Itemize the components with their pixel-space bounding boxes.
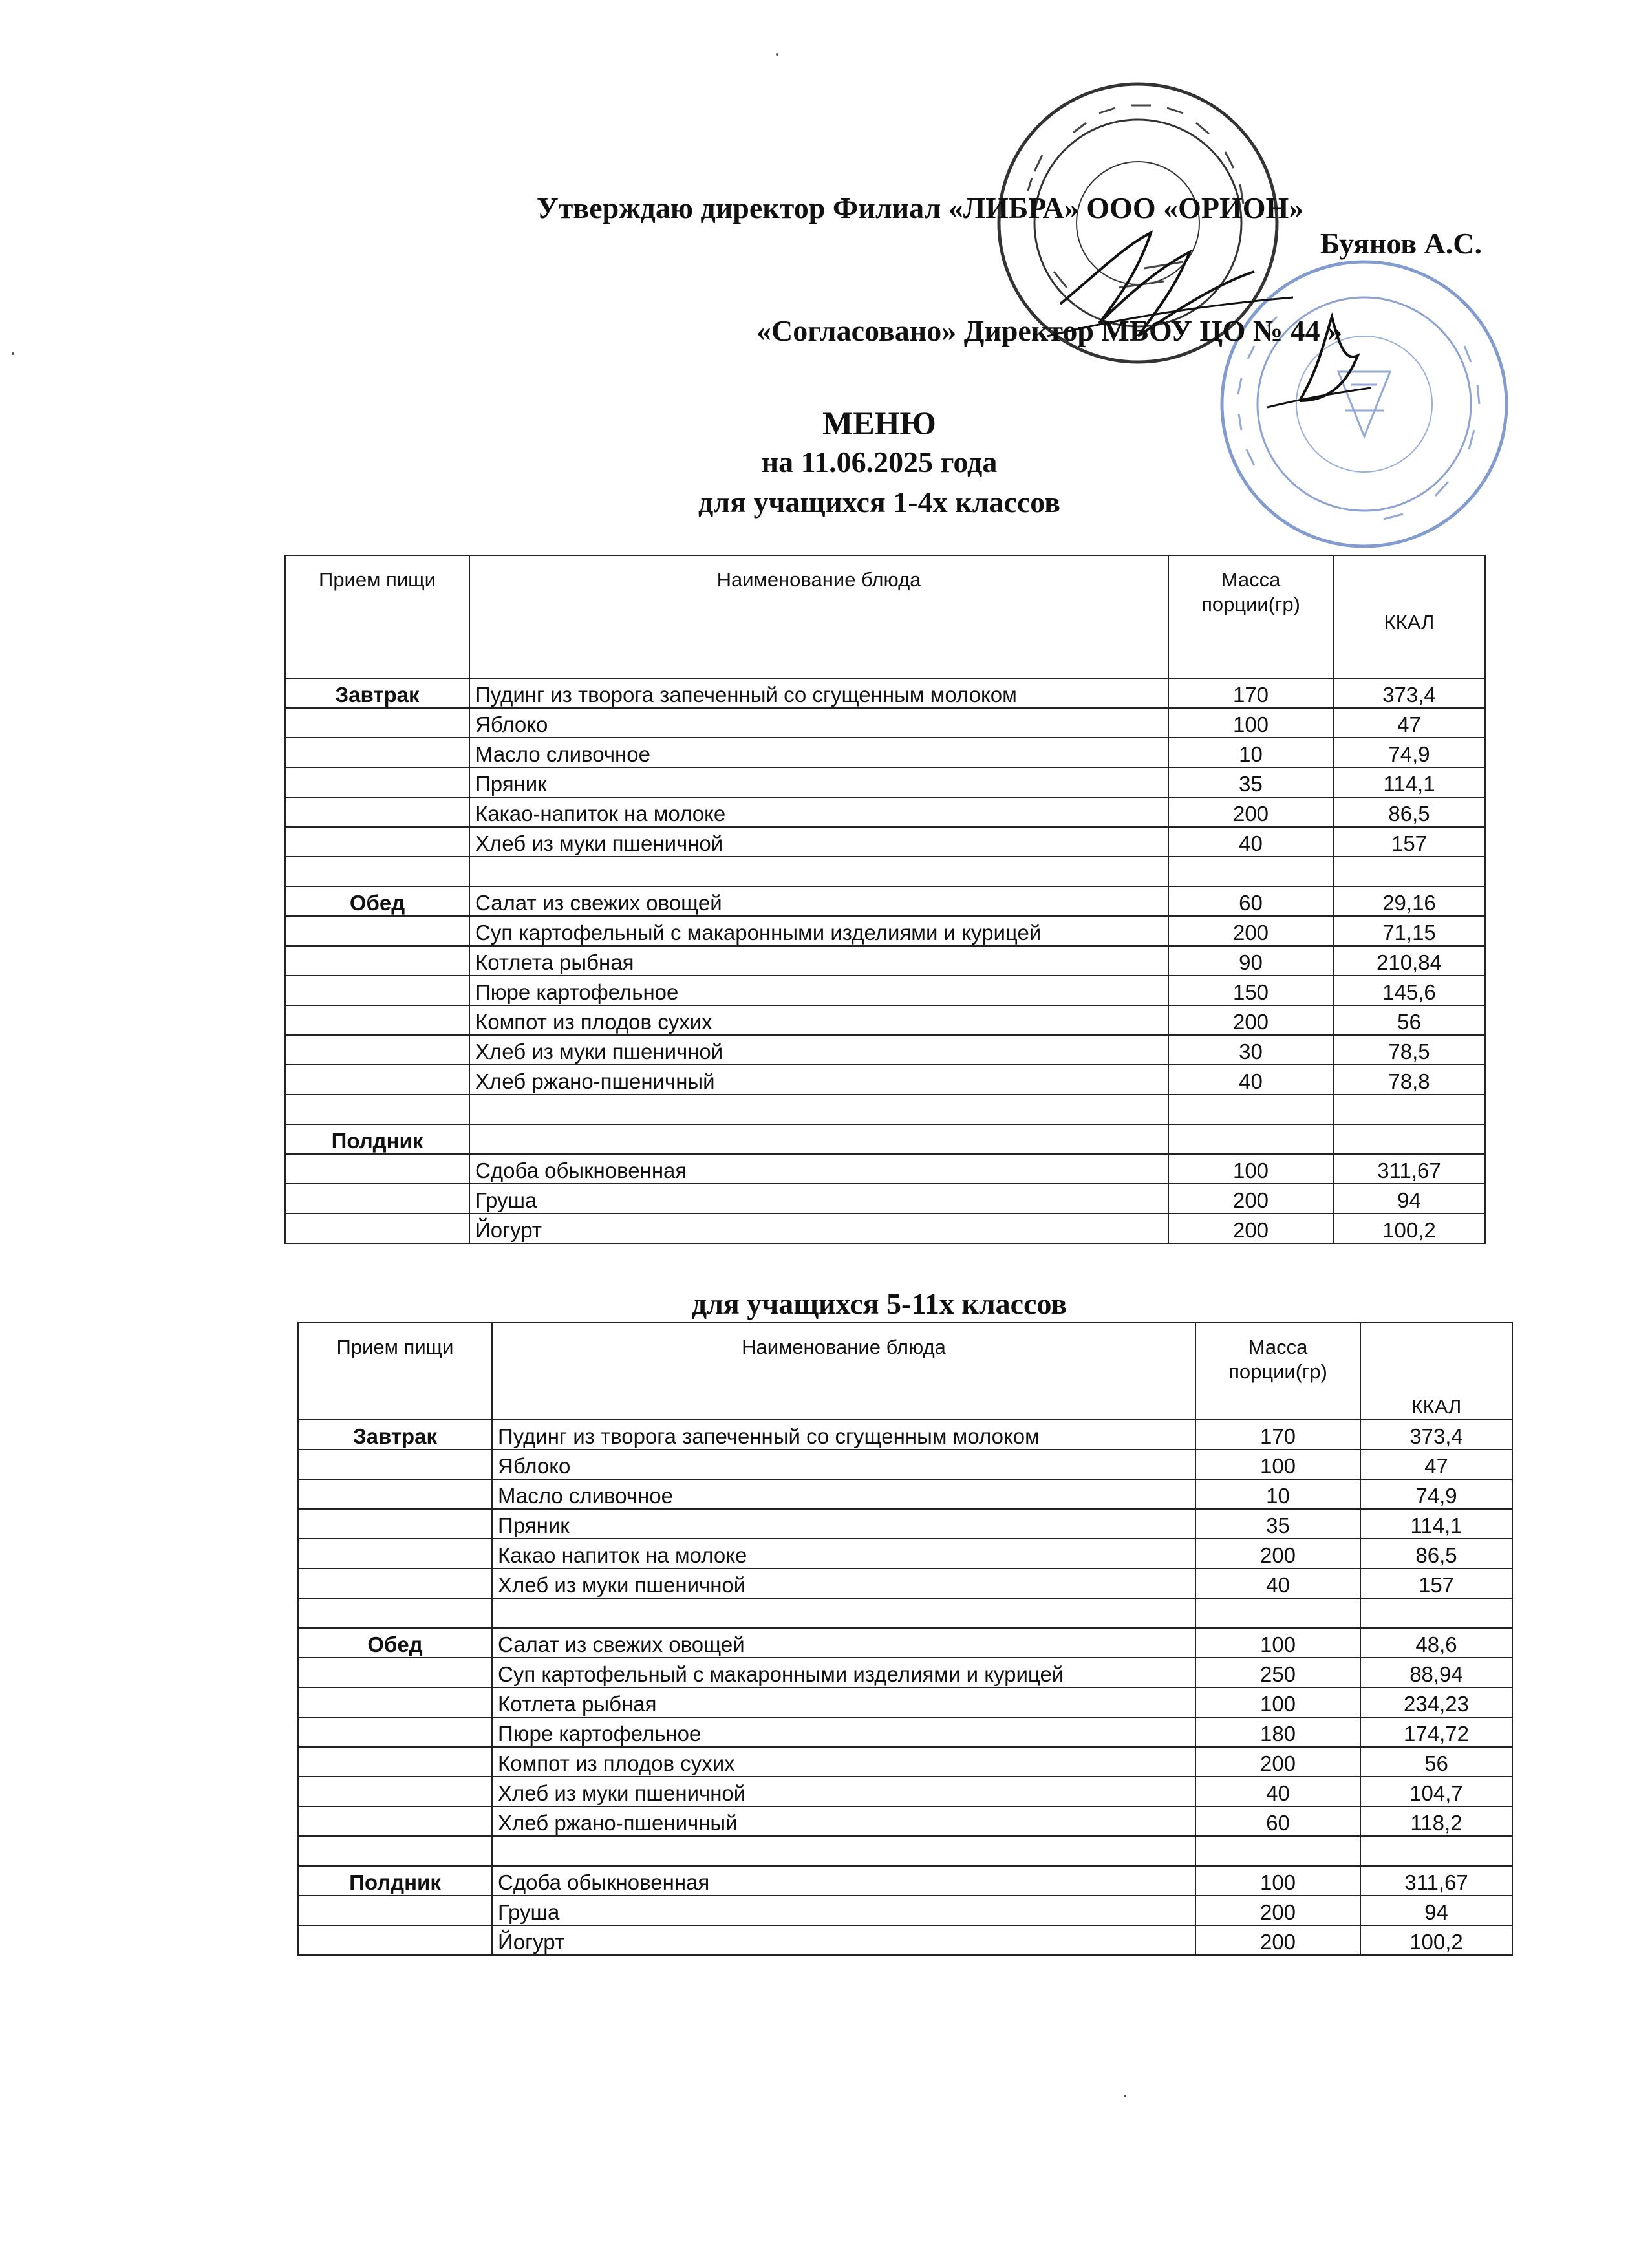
portion-mass-cell: 200 — [1195, 1896, 1360, 1925]
table-row — [285, 797, 1485, 827]
meal-cell — [298, 1598, 492, 1628]
kcal-cell: 86,5 — [1360, 1539, 1512, 1568]
meal-cell — [298, 1658, 492, 1687]
menu-title: МЕНЮ — [822, 405, 936, 441]
portion-mass-cell: 10 — [1195, 1479, 1360, 1509]
table-row — [298, 1777, 1512, 1806]
dish-name-cell: Масло сливочное — [492, 1479, 1195, 1509]
portion-mass-cell: 40 — [1168, 827, 1333, 857]
spacer-row — [298, 1836, 1512, 1866]
kcal-cell: 373,4 — [1333, 678, 1485, 708]
dish-name-cell: Котлета рыбная — [492, 1687, 1195, 1717]
kcal-cell — [1333, 857, 1485, 886]
portion-mass-cell: 40 — [1195, 1568, 1360, 1598]
table-row — [285, 886, 1485, 916]
meal-cell — [285, 946, 469, 976]
meal-cell — [285, 1095, 469, 1124]
dish-name-cell — [492, 1598, 1195, 1628]
kcal-cell: 74,9 — [1333, 738, 1485, 767]
portion-mass-cell: 40 — [1195, 1777, 1360, 1806]
table-row — [298, 1539, 1512, 1568]
meal-cell — [285, 1035, 469, 1065]
portion-mass-cell: 35 — [1195, 1509, 1360, 1539]
dish-name-cell: Салат из свежих овощей — [469, 886, 1168, 916]
dish-name-cell: Хлеб ржано-пшеничный — [469, 1065, 1168, 1095]
kcal-cell: 373,4 — [1360, 1420, 1512, 1450]
meal-cell — [298, 1479, 492, 1509]
meal-cell — [298, 1568, 492, 1598]
meal-cell — [285, 976, 469, 1005]
portion-mass-cell: 200 — [1168, 797, 1333, 827]
dish-name-cell: Яблоко — [492, 1450, 1195, 1479]
scan-speck — [12, 352, 14, 355]
table-row — [285, 738, 1485, 767]
table-row — [298, 1925, 1512, 1955]
kcal-cell: 157 — [1333, 827, 1485, 857]
meal-cell — [285, 916, 469, 946]
meal-cell — [285, 708, 469, 738]
kcal-cell: 114,1 — [1360, 1509, 1512, 1539]
meal-cell — [298, 1509, 492, 1539]
portion-mass-cell — [1195, 1598, 1360, 1628]
kcal-cell: 311,67 — [1333, 1154, 1485, 1184]
dish-name-cell: Какао напиток на молоке — [492, 1539, 1195, 1568]
kcal-cell: 86,5 — [1333, 797, 1485, 827]
portion-mass-cell: 200 — [1168, 1184, 1333, 1214]
portion-mass-cell: 100 — [1195, 1628, 1360, 1658]
portion-mass-cell: 35 — [1168, 767, 1333, 797]
table-header-row — [298, 1323, 1512, 1420]
dish-name-cell: Компот из плодов сухих — [492, 1747, 1195, 1777]
group2-title: для учащихся 5-11х классов — [691, 1287, 1067, 1320]
kcal-cell: 100,2 — [1333, 1214, 1485, 1243]
dish-name-cell: Хлеб из муки пшеничной — [492, 1568, 1195, 1598]
meal-cell — [285, 1005, 469, 1035]
kcal-cell: 47 — [1333, 708, 1485, 738]
scan-speck — [776, 53, 778, 56]
dish-name-cell: Пряник — [469, 767, 1168, 797]
portion-mass-cell: 170 — [1168, 678, 1333, 708]
dish-name-cell: Йогурт — [469, 1214, 1168, 1243]
meal-cell — [298, 1925, 492, 1955]
portion-mass-cell: 250 — [1195, 1658, 1360, 1687]
meal-cell — [298, 1717, 492, 1747]
portion-mass-cell: 180 — [1195, 1717, 1360, 1747]
dish-name-cell — [469, 1095, 1168, 1124]
table-row — [298, 1687, 1512, 1717]
kcal-cell: 210,84 — [1333, 946, 1485, 976]
agreed-line: «Согласовано» Директор МБОУ ЦО № 44 » — [756, 314, 1343, 347]
dish-name-cell: Хлеб ржано-пшеничный — [492, 1806, 1195, 1836]
portion-mass-cell — [1168, 857, 1333, 886]
meal-cell — [298, 1896, 492, 1925]
meal-cell — [285, 1154, 469, 1184]
meal-cell: Полдник — [298, 1866, 492, 1896]
table-row — [298, 1568, 1512, 1598]
portion-mass-cell: 40 — [1168, 1065, 1333, 1095]
dish-name-cell: Йогурт — [492, 1925, 1195, 1955]
col-mass-header: Масса порции(гр) — [1195, 1323, 1360, 1420]
meal-cell — [298, 1777, 492, 1806]
dish-name-cell: Салат из свежих овощей — [492, 1628, 1195, 1658]
kcal-cell: 118,2 — [1360, 1806, 1512, 1836]
kcal-cell: 56 — [1333, 1005, 1485, 1035]
kcal-cell: 29,16 — [1333, 886, 1485, 916]
col-meal-header: Прием пищи — [298, 1323, 492, 1420]
table-row — [285, 827, 1485, 857]
dish-name-cell: Компот из плодов сухих — [469, 1005, 1168, 1035]
portion-mass-cell: 150 — [1168, 976, 1333, 1005]
dish-name-cell — [469, 857, 1168, 886]
col-kcal-header: ККАЛ — [1360, 1323, 1512, 1420]
group1-title: для учащихся 1-4х классов — [698, 486, 1060, 519]
portion-mass-cell: 200 — [1168, 1005, 1333, 1035]
kcal-cell — [1360, 1598, 1512, 1628]
dish-name-cell: Хлеб из муки пшеничной — [492, 1777, 1195, 1806]
kcal-cell: 311,67 — [1360, 1866, 1512, 1896]
dish-name-cell: Масло сливочное — [469, 738, 1168, 767]
meal-cell — [285, 827, 469, 857]
table-header-row — [285, 555, 1485, 678]
dish-name-cell: Груша — [492, 1896, 1195, 1925]
menu-table-grades-1-4 — [284, 555, 1486, 1244]
table-row — [298, 1806, 1512, 1836]
meal-cell — [285, 857, 469, 886]
meal-cell — [285, 1065, 469, 1095]
portion-mass-cell: 60 — [1195, 1806, 1360, 1836]
table-row — [298, 1747, 1512, 1777]
table-row — [285, 678, 1485, 708]
portion-mass-cell: 200 — [1195, 1925, 1360, 1955]
table-row — [285, 976, 1485, 1005]
dish-name-cell: Пудинг из творога запеченный со сгущенным молоком — [469, 678, 1168, 708]
col-mass-header: Масса порции(гр) — [1168, 555, 1333, 678]
table-row — [298, 1479, 1512, 1509]
col-meal-header: Прием пищи — [285, 555, 469, 678]
spacer-row — [285, 857, 1485, 886]
portion-mass-cell — [1195, 1836, 1360, 1866]
table-row — [285, 946, 1485, 976]
meal-cell: Полдник — [285, 1124, 469, 1154]
meal-cell — [298, 1747, 492, 1777]
dish-name-cell — [492, 1836, 1195, 1866]
scan-speck — [1124, 2095, 1126, 2097]
dish-name-cell: Сдоба обыкновенная — [492, 1866, 1195, 1896]
dish-name-cell: Какао-напиток на молоке — [469, 797, 1168, 827]
meal-cell — [298, 1836, 492, 1866]
table-row — [298, 1896, 1512, 1925]
dish-name-cell: Пюре картофельное — [492, 1717, 1195, 1747]
kcal-cell: 88,94 — [1360, 1658, 1512, 1687]
portion-mass-cell: 200 — [1168, 1214, 1333, 1243]
table-row — [285, 916, 1485, 946]
portion-mass-cell — [1168, 1095, 1333, 1124]
kcal-cell: 47 — [1360, 1450, 1512, 1479]
kcal-cell: 100,2 — [1360, 1925, 1512, 1955]
table-row — [285, 1035, 1485, 1065]
portion-mass-cell: 90 — [1168, 946, 1333, 976]
portion-mass-cell: 10 — [1168, 738, 1333, 767]
meal-cell — [285, 738, 469, 767]
spacer-row — [285, 1095, 1485, 1124]
dish-name-cell: Хлеб из муки пшеничной — [469, 1035, 1168, 1065]
menu-date: на 11.06.2025 года — [761, 445, 998, 478]
dish-name-cell — [469, 1124, 1168, 1154]
portion-mass-cell: 60 — [1168, 886, 1333, 916]
dish-name-cell: Пудинг из творога запеченный со сгущенным молоком — [492, 1420, 1195, 1450]
table-row — [298, 1509, 1512, 1539]
table-row — [298, 1450, 1512, 1479]
meal-cell — [285, 797, 469, 827]
table-row — [285, 1184, 1485, 1214]
spacer-row — [298, 1598, 1512, 1628]
table-row — [285, 1214, 1485, 1243]
table-row — [285, 1124, 1485, 1154]
kcal-cell — [1333, 1095, 1485, 1124]
kcal-cell: 145,6 — [1333, 976, 1485, 1005]
dish-name-cell: Суп картофельный с макаронными изделиями и курицей — [469, 916, 1168, 946]
kcal-cell: 94 — [1333, 1184, 1485, 1214]
dish-name-cell: Хлеб из муки пшеничной — [469, 827, 1168, 857]
kcal-cell: 78,5 — [1333, 1035, 1485, 1065]
meal-cell — [298, 1806, 492, 1836]
table-row — [298, 1658, 1512, 1687]
kcal-cell: 48,6 — [1360, 1628, 1512, 1658]
table-row — [285, 1154, 1485, 1184]
portion-mass-cell: 30 — [1168, 1035, 1333, 1065]
kcal-cell: 78,8 — [1333, 1065, 1485, 1095]
portion-mass-cell: 200 — [1195, 1747, 1360, 1777]
meal-cell — [298, 1687, 492, 1717]
table-row — [298, 1420, 1512, 1450]
kcal-cell: 157 — [1360, 1568, 1512, 1598]
meal-cell: Завтрак — [298, 1420, 492, 1450]
table-row — [298, 1628, 1512, 1658]
dish-name-cell: Котлета рыбная — [469, 946, 1168, 976]
meal-cell — [298, 1539, 492, 1568]
menu-table-grades-5-11 — [297, 1322, 1513, 1956]
portion-mass-cell: 200 — [1195, 1539, 1360, 1568]
dish-name-cell: Сдоба обыкновенная — [469, 1154, 1168, 1184]
portion-mass-cell: 100 — [1195, 1687, 1360, 1717]
meal-cell — [285, 1214, 469, 1243]
kcal-cell: 56 — [1360, 1747, 1512, 1777]
kcal-cell: 94 — [1360, 1896, 1512, 1925]
portion-mass-cell: 100 — [1168, 708, 1333, 738]
dish-name-cell: Груша — [469, 1184, 1168, 1214]
table-row — [285, 767, 1485, 797]
kcal-cell: 71,15 — [1333, 916, 1485, 946]
dish-name-cell: Пряник — [492, 1509, 1195, 1539]
dish-name-cell: Суп картофельный с макаронными изделиями и курицей — [492, 1658, 1195, 1687]
table-row — [285, 1065, 1485, 1095]
meal-cell — [298, 1450, 492, 1479]
table-row — [285, 1005, 1485, 1035]
col-dish-header: Наименование блюда — [469, 555, 1168, 678]
portion-mass-cell: 200 — [1168, 916, 1333, 946]
kcal-cell: 234,23 — [1360, 1687, 1512, 1717]
dish-name-cell: Пюре картофельное — [469, 976, 1168, 1005]
meal-cell — [285, 767, 469, 797]
meal-cell — [285, 1184, 469, 1214]
kcal-cell: 74,9 — [1360, 1479, 1512, 1509]
kcal-cell — [1360, 1836, 1512, 1866]
meal-cell: Обед — [298, 1628, 492, 1658]
portion-mass-cell: 100 — [1195, 1450, 1360, 1479]
portion-mass-cell: 100 — [1195, 1866, 1360, 1896]
col-kcal-header: ККАЛ — [1333, 555, 1485, 678]
kcal-cell: 174,72 — [1360, 1717, 1512, 1747]
table-row — [298, 1717, 1512, 1747]
director-name: Буянов А.С. — [1320, 227, 1482, 260]
meal-cell: Обед — [285, 886, 469, 916]
portion-mass-cell: 170 — [1195, 1420, 1360, 1450]
kcal-cell — [1333, 1124, 1485, 1154]
portion-mass-cell: 100 — [1168, 1154, 1333, 1184]
table-row — [285, 708, 1485, 738]
portion-mass-cell — [1168, 1124, 1333, 1154]
dish-name-cell: Яблоко — [469, 708, 1168, 738]
col-dish-header: Наименование блюда — [492, 1323, 1195, 1420]
table-row — [298, 1866, 1512, 1896]
approval-line: Утверждаю директор Филиал «ЛИБРА» ООО «ОРИОН» — [537, 191, 1304, 224]
meal-cell: Завтрак — [285, 678, 469, 708]
kcal-cell: 114,1 — [1333, 767, 1485, 797]
kcal-cell: 104,7 — [1360, 1777, 1512, 1806]
